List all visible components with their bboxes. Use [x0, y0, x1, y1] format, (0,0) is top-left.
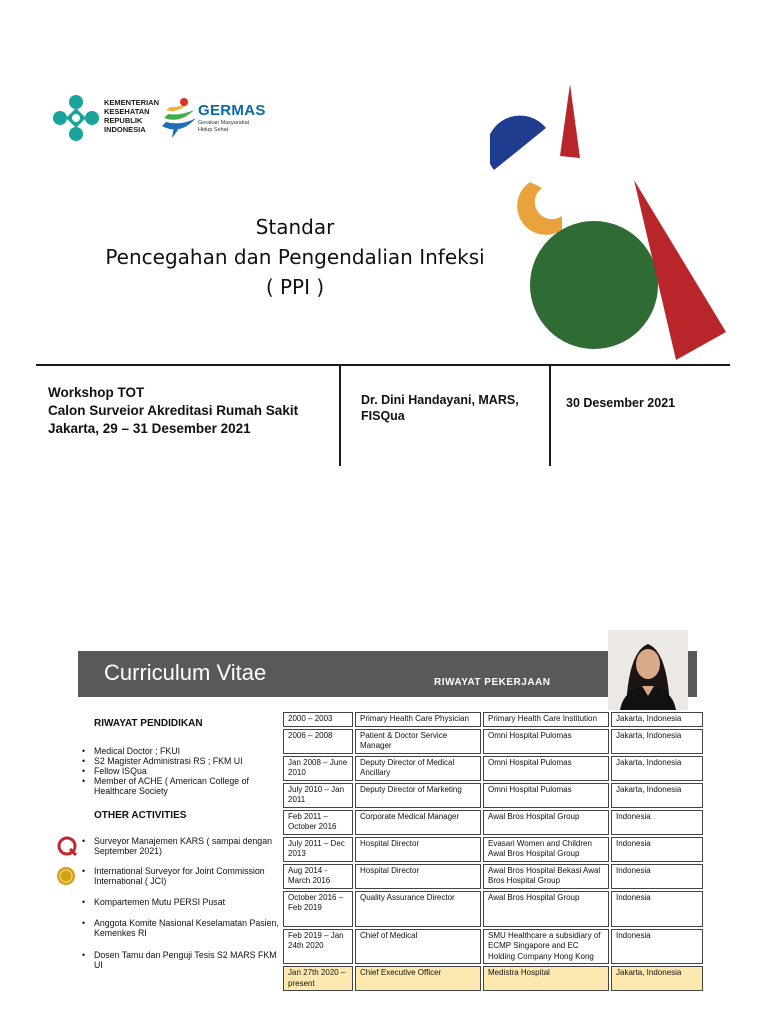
location-cell: Indonesia — [611, 810, 703, 835]
education-list — [82, 746, 282, 796]
period-cell: Jan 27th 2020 – present — [283, 966, 353, 991]
title-line-3: ( PPI ) — [265, 275, 325, 299]
divider-horizontal — [36, 364, 730, 366]
period-cell: 2000 – 2003 — [283, 712, 353, 727]
role-cell: Quality Assurance Director — [355, 891, 481, 927]
table-row — [283, 864, 703, 889]
location-cell: Jakarta, Indonesia — [611, 756, 703, 781]
period-cell: 2006 – 2008 — [283, 729, 353, 754]
presentation-date: 30 Desember 2021 — [566, 396, 676, 410]
role-cell: Corporate Medical Manager — [355, 810, 481, 835]
location-cell: Jakarta, Indonesia — [611, 966, 703, 991]
table-row — [283, 756, 703, 781]
table-row — [283, 783, 703, 808]
activity-item: • International Surveyor for Joint Commission International ( JCI) — [82, 866, 282, 886]
kars-logo-icon — [56, 836, 78, 856]
role-cell: Hospital Director — [355, 864, 481, 889]
education-heading: RIWAYAT PENDIDIKAN — [94, 718, 203, 729]
portrait-image — [608, 630, 688, 710]
germas-logo-icon — [160, 96, 200, 140]
activity-item: • Kompartemen Mutu PERSI Pusat — [82, 897, 282, 907]
jci-seal-icon — [56, 866, 76, 886]
table-row — [283, 929, 703, 965]
cv-title: Curriculum Vitae — [104, 660, 267, 685]
title-slide — [0, 0, 768, 470]
title-line-1: Standar — [255, 215, 335, 239]
divider-vertical-1 — [339, 366, 341, 466]
role-cell: Chief Executive Officer — [355, 966, 481, 991]
list-item: • S2 Magister Administrasi RS ; FKM UI — [82, 756, 282, 766]
activity-item: • Surveyor Manajemen KARS ( sampai dengan September 2021) — [82, 836, 282, 856]
green-circle — [530, 221, 658, 349]
location-cell: Indonesia — [611, 929, 703, 965]
workshop-info: Workshop TOT Calon Surveior Akreditasi Rumah Sakit Jakarta, 29 – 31 Desember 2021 — [48, 385, 299, 436]
presenter-name: Dr. Dini Handayani, MARS, FISQua — [361, 393, 519, 423]
role-cell: Primary Health Care Physician — [355, 712, 481, 727]
location-cell: Jakarta, Indonesia — [611, 712, 703, 727]
activity-item: • Dosen Tamu dan Penguji Tesis S2 MARS FKM UI — [82, 950, 282, 970]
role-cell: Chief of Medical — [355, 929, 481, 965]
decorative-shapes — [490, 80, 740, 370]
period-cell: Feb 2011 – October 2016 — [283, 810, 353, 835]
organization-cell: Omni Hospital Pulomas — [483, 756, 609, 781]
organization-cell: Primary Health Care Institution — [483, 712, 609, 727]
slide-title — [60, 212, 530, 302]
table-row — [283, 729, 703, 754]
period-cell: Jan 2008 – June 2010 — [283, 756, 353, 781]
germas-title: GERMAS — [198, 102, 266, 119]
germas-subtitle: Gerakan Masyarakat Hidup Sehat — [198, 120, 250, 133]
organization-cell: Awal Bros Hospital Bekasi Awal Bros Hospital Group — [483, 864, 609, 889]
navy-half-circle — [490, 116, 546, 170]
organization-cell: Omni Hospital Pulomas — [483, 783, 609, 808]
table-row — [283, 837, 703, 862]
role-cell: Hospital Director — [355, 837, 481, 862]
table-row — [283, 891, 703, 927]
period-cell: Feb 2019 – Jan 24th 2020 — [283, 929, 353, 965]
presenter-photo — [608, 630, 688, 710]
organization-cell: SMU Healthcare a subsidiary of ECMP Singapore and EC Holding Company Hong Kong — [483, 929, 609, 965]
role-cell: Deputy Director of Marketing — [355, 783, 481, 808]
red-thin-triangle — [560, 84, 580, 158]
role-cell: Patient & Doctor Service Manager — [355, 729, 481, 754]
period-cell: October 2016 – Feb 2019 — [283, 891, 353, 927]
period-cell: July 2011 – Dec 2013 — [283, 837, 353, 862]
divider-vertical-2 — [549, 366, 551, 466]
organization-cell: Omni Hospital Pulomas — [483, 729, 609, 754]
other-activities-heading: OTHER ACTIVITIES — [94, 810, 187, 821]
location-cell: Indonesia — [611, 864, 703, 889]
activity-item: • Anggota Komite Nasional Keselamatan Pasien, Kemenkes RI — [82, 918, 282, 938]
title-line-2: Pencegahan dan Pengendalian Infeksi — [105, 245, 485, 269]
organization-cell: Evasari Women and Children Awal Bros Hospital Group — [483, 837, 609, 862]
table-row-highlighted — [283, 966, 703, 991]
period-cell: Aug 2014 - March 2016 — [283, 864, 353, 889]
kemenkes-logo-text: KEMENTERIAN KESEHATAN REPUBLIK INDONESIA — [104, 98, 160, 134]
location-cell: Indonesia — [611, 837, 703, 862]
list-item: • Member of ACHE ( American College of Healthcare Society — [82, 776, 282, 796]
organization-cell: Awal Bros Hospital Group — [483, 810, 609, 835]
list-item: • Fellow ISQua — [82, 766, 282, 776]
organization-cell: Awal Bros Hospital Group — [483, 891, 609, 927]
location-cell: Jakarta, Indonesia — [611, 729, 703, 754]
list-item: • Medical Doctor ; FKUI — [82, 746, 282, 756]
role-cell: Deputy Director of Medical Ancillary — [355, 756, 481, 781]
orange-arc — [517, 182, 562, 235]
work-history-heading: RIWAYAT PEKERJAAN — [434, 677, 551, 688]
table-row — [283, 712, 703, 727]
work-history-table — [281, 710, 705, 993]
location-cell: Indonesia — [611, 891, 703, 927]
table-row — [283, 810, 703, 835]
location-cell: Jakarta, Indonesia — [611, 783, 703, 808]
kemenkes-logo-icon — [50, 92, 102, 144]
period-cell: July 2010 – Jan 2011 — [283, 783, 353, 808]
organization-cell: Medistra Hospital — [483, 966, 609, 991]
